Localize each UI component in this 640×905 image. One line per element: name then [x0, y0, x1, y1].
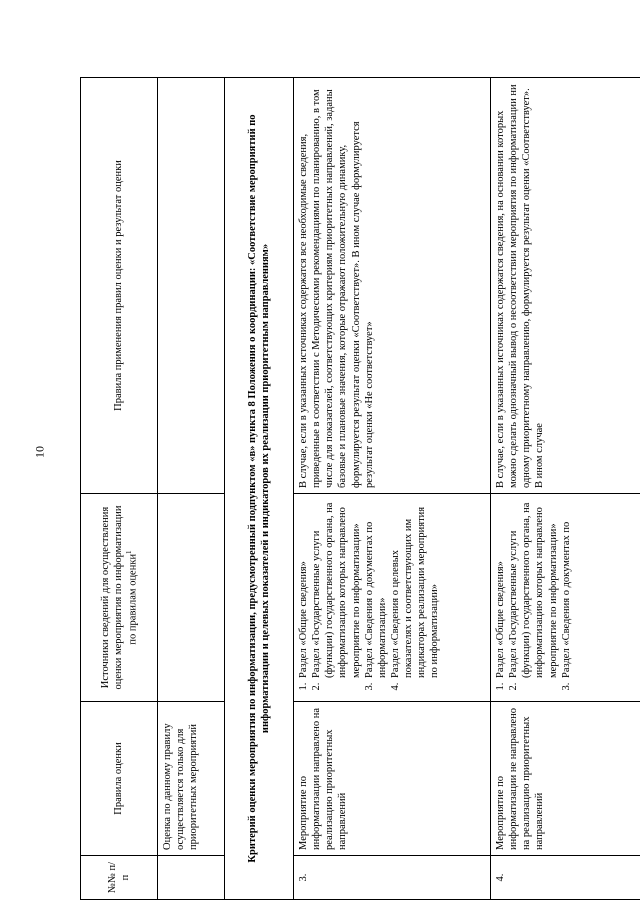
- table-row: [294, 78, 491, 900]
- criterion-text: Критерий оценки мероприятия по информатизации, предусмотренный подпунктом «в» пункта 8 Положения о координации: «Соответствие мероприятий по информатизации и целевых показателей и индикаторов их реализации приоритетным направлениям»: [225, 78, 294, 900]
- row-rule: Мероприятие по информатизации направлено на реализацию приоритетных направлений: [294, 702, 491, 856]
- rotated-page: [80, 78, 612, 900]
- list-item: 1. Раздел «Общие сведения»: [494, 499, 507, 680]
- list-item: 3. Раздел «Сведения о документах по информатизации»: [363, 499, 389, 680]
- header-sources-text: Источники сведений для осуществления оценки мероприятия по информатизации по правилам оценки: [99, 505, 139, 690]
- row-rule: Мероприятие по информатизации не направлено на реализацию приоритетных направлений: [491, 702, 640, 856]
- note-rule: Оценка по данному правилу осуществляется только для приоритетных мероприятий: [158, 702, 225, 856]
- header-apply: Правила применения правил оценки и результат оценки: [81, 78, 158, 494]
- row-apply: В случае, если в указанных источниках содержатся все необходимые сведения, приведенные в соответствии с Методическими рекомендациями по планированию, в том числе для показателей, соответствующих критериям приоритетных направлений, заданы базовые и плановые значения, которые отражают положительную динамику, формулируется результат оценки «Соответствует». В ином случае формулируется результат оценки «Не соответствует»: [294, 78, 491, 494]
- list-item: 2. Раздел «Государственные услуги (функции) государственного органа, на информатизацию которых направлено мероприятие по информатизации»: [507, 499, 560, 680]
- row-sources: [491, 494, 640, 702]
- evaluation-table: [80, 77, 640, 900]
- header-sources: [81, 494, 158, 702]
- criterion-row: [225, 78, 294, 900]
- list-item: 2. Раздел «Государственные услуги (функции) государственного органа, на информатизацию которых направлено мероприятие по информатизации»: [310, 499, 363, 680]
- header-num: №№ п/п: [81, 856, 158, 900]
- list-item: 4. Раздел «Сведения о целевых показателях и соответствующих им индикаторах реализации мероприятия по информатизации»: [389, 499, 442, 680]
- page-number: 10: [32, 446, 47, 458]
- header-rule: Правила оценки: [81, 702, 158, 856]
- row-sources: [294, 494, 491, 702]
- list-item: 1. Раздел «Общие сведения»: [297, 499, 310, 680]
- table-header-row: [81, 78, 158, 900]
- row-num: 4.: [491, 856, 640, 900]
- row-num: 3.: [294, 856, 491, 900]
- row-apply: В случае, если в указанных источниках содержатся сведения, на основании которых можно сделать однозначный вывод о несоответствии мероприятия по информатизации ни одному приоритетному направлению, формулируется результат оценки «Соответствует». В ином случае: [491, 78, 640, 494]
- table-row: [491, 78, 640, 900]
- list-item: 3. Раздел «Сведения о документах по: [560, 499, 573, 680]
- table-row: [158, 78, 225, 900]
- footnote-ref: 1: [124, 550, 133, 554]
